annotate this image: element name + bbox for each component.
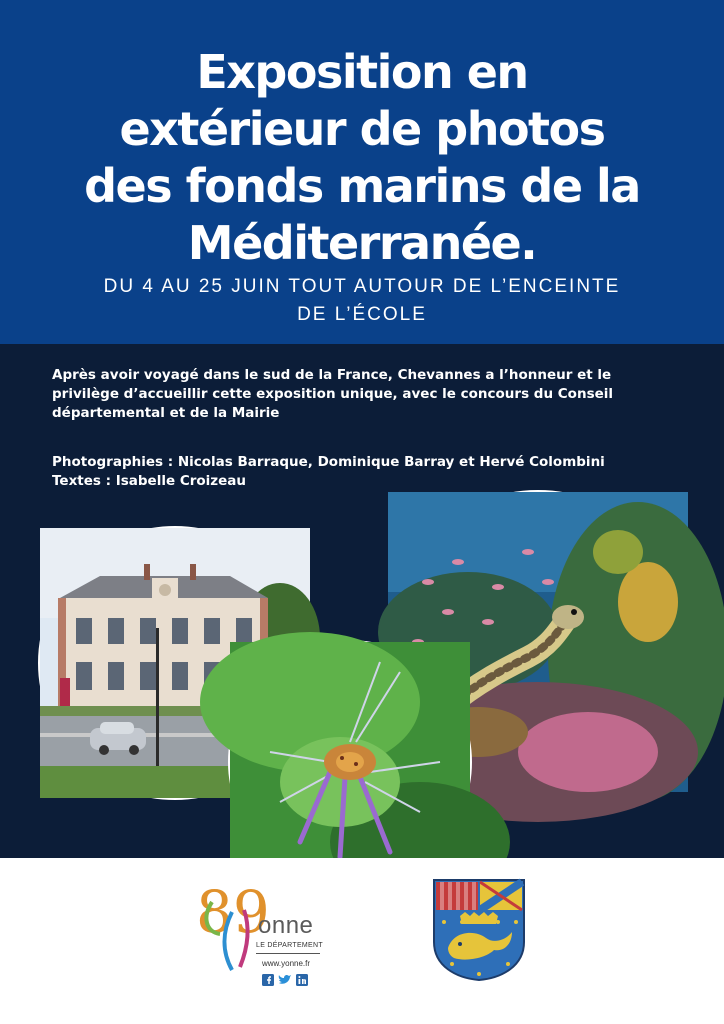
subtitle-line: DE L’ÉCOLE [297, 304, 427, 325]
title-line: des fonds marins de la [84, 159, 640, 213]
texts-credit: Textes : Isabelle Croizeau [52, 473, 247, 489]
facebook-icon[interactable] [262, 974, 274, 986]
intro-line: départemental et de la Mairie [52, 405, 280, 421]
intro-paragraph [52, 366, 682, 423]
logo-wordmark: onne [258, 912, 314, 939]
poster-title [0, 44, 724, 272]
title-line: Méditerranée. [187, 216, 537, 270]
title-line: Exposition en [196, 45, 528, 99]
cleaner-shrimp-photo [228, 640, 472, 884]
department-crest [432, 878, 526, 982]
intro-line: Après avoir voyagé dans le sud de la France, Chevannes a l’honneur et le [52, 367, 612, 383]
website-link[interactable]: www.yonne.fr [262, 959, 311, 968]
subtitle-line: DU 4 AU 25 JUIN TOUT AUTOUR DE L’ENCEINTE [103, 276, 621, 297]
yonne-logo-mark [192, 872, 270, 972]
logo-numbers: 89 [196, 878, 270, 946]
twitter-icon[interactable] [278, 974, 292, 986]
logo-divider [256, 953, 320, 954]
linkedin-icon[interactable] [296, 974, 308, 986]
title-line: extérieur de photos [119, 102, 605, 156]
logo-subtitle: LE DÉPARTEMENT [256, 942, 323, 949]
footer-band [0, 858, 724, 1024]
intro-line: privilège d’accueillir cette exposition unique, avec le concours du Conseil [52, 386, 614, 402]
date-subtitle [0, 273, 724, 329]
credits [52, 453, 682, 491]
social-links [262, 974, 308, 988]
photographers-credit: Photographies : Nicolas Barraque, Dominique Barray et Hervé Colombini [52, 454, 605, 470]
